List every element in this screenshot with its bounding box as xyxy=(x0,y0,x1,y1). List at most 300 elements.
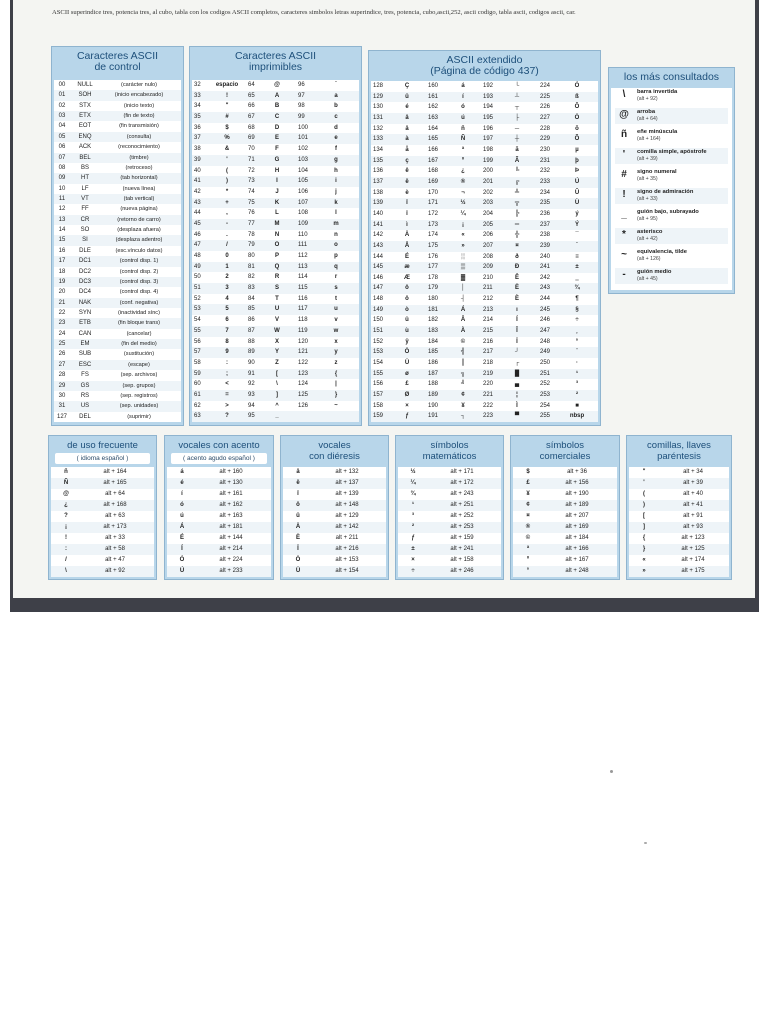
control-code: 18 xyxy=(58,268,66,275)
extended-code: 141 xyxy=(373,221,384,228)
printable-char: _ xyxy=(275,413,279,420)
extended-code: 182 xyxy=(428,317,439,324)
small-table-char: ) xyxy=(643,502,645,508)
printable-char: 5 xyxy=(225,306,229,313)
extended-char: Þ xyxy=(574,168,579,175)
control-desc: (fin de texto) xyxy=(123,113,155,120)
extended-title-line1: ASCII extendido xyxy=(446,54,523,66)
printable-code: 43 xyxy=(194,199,201,206)
small-table-char: / xyxy=(65,557,67,563)
table-row xyxy=(192,411,359,422)
control-desc: (consulta) xyxy=(126,133,152,140)
consulted-symbol: * xyxy=(622,229,626,240)
extended-code: 203 xyxy=(483,200,494,207)
extended-code: 138 xyxy=(373,189,384,196)
table-row xyxy=(513,511,617,522)
small-table-code: alt + 33 xyxy=(105,535,125,541)
extended-code: 151 xyxy=(373,328,384,335)
printable-char: espacio xyxy=(215,82,239,88)
small-table-char: ¡ xyxy=(65,524,67,530)
printable-code: 36 xyxy=(194,124,201,131)
table-row xyxy=(629,511,729,522)
extended-char: · xyxy=(576,360,578,367)
small-table-code: alt + 164 xyxy=(103,469,127,475)
printable-rows xyxy=(192,80,359,422)
table-row xyxy=(167,500,271,511)
printable-char: c xyxy=(334,114,338,121)
extended-code: 254 xyxy=(540,402,551,409)
extended-char: ┘ xyxy=(514,349,520,356)
extended-char: û xyxy=(405,317,409,324)
small-table-code: alt + 248 xyxy=(565,568,589,574)
extended-char: Û xyxy=(574,189,580,196)
extended-code: 238 xyxy=(540,232,551,239)
printable-code: 92 xyxy=(248,381,255,388)
table-row xyxy=(192,294,359,305)
extended-code: 255 xyxy=(540,413,551,420)
printable-char: @ xyxy=(274,82,280,88)
extended-char: Å xyxy=(404,242,410,249)
control-code: 23 xyxy=(58,320,66,327)
small-table-char: Ó xyxy=(179,557,185,563)
extended-code: 241 xyxy=(540,264,551,271)
printable-char: R xyxy=(274,274,280,281)
control-abbr: LF xyxy=(81,185,89,192)
extended-char: ã xyxy=(515,146,519,153)
printable-title-line1: Caracteres ASCII xyxy=(234,50,317,62)
printable-char: S xyxy=(274,285,279,292)
control-desc: (sep. grupos) xyxy=(122,382,156,389)
printable-char: r xyxy=(334,274,338,281)
extended-code: 205 xyxy=(483,221,494,228)
control-code: 13 xyxy=(58,216,66,223)
table-row xyxy=(398,489,501,500)
control-desc: (reconocimiento) xyxy=(118,144,160,151)
small-table-code: alt + 224 xyxy=(219,557,243,563)
extended-code: 220 xyxy=(483,381,494,388)
table-row xyxy=(371,177,598,188)
extended-code: 232 xyxy=(540,168,551,175)
control-code: 30 xyxy=(58,392,66,399)
printable-char: m xyxy=(333,220,339,227)
table-row xyxy=(398,511,501,522)
extended-code: 186 xyxy=(428,360,439,367)
extended-code: 210 xyxy=(483,274,494,281)
table-row xyxy=(54,298,181,308)
extended-code: 130 xyxy=(373,104,384,111)
printable-code: 77 xyxy=(248,220,255,227)
extended-code: 146 xyxy=(373,274,384,281)
printable-char: } xyxy=(334,391,338,398)
printable-code: 94 xyxy=(248,402,255,409)
printable-char: o xyxy=(334,242,338,249)
control-code: 03 xyxy=(58,113,66,120)
consulted-symbol: _ xyxy=(621,209,627,220)
small-table-char: Ñ xyxy=(63,480,69,486)
extended-code: 179 xyxy=(428,285,439,292)
small-table-code: alt + 216 xyxy=(335,546,359,552)
small-table-char: ÷ xyxy=(411,568,415,574)
extended-code: 199 xyxy=(483,157,494,164)
printable-char: f xyxy=(335,146,337,153)
extended-code: 243 xyxy=(540,285,551,292)
control-desc: (carácter nulo) xyxy=(120,82,158,88)
small-table-code: alt + 189 xyxy=(565,502,589,508)
printable-code: 66 xyxy=(248,103,255,110)
small-table-char: \ xyxy=(65,568,67,574)
small-table-code: alt + 129 xyxy=(335,513,359,519)
extended-code: 150 xyxy=(373,317,384,324)
control-abbr: EOT xyxy=(78,123,92,130)
table-row xyxy=(54,412,181,422)
control-abbr: EM xyxy=(80,341,90,348)
consulted-symbol: @ xyxy=(619,109,629,120)
table-row xyxy=(51,555,154,566)
control-desc: (suprimir) xyxy=(127,413,151,420)
printable-char: J xyxy=(275,188,279,195)
control-code: 28 xyxy=(58,372,66,379)
extended-char: ó xyxy=(461,104,465,111)
printable-code: 84 xyxy=(248,295,255,302)
extended-code: 200 xyxy=(483,168,494,175)
small-table-code: alt + 165 xyxy=(103,480,127,486)
extended-char: ┐ xyxy=(460,413,466,420)
extended-code: 139 xyxy=(373,200,384,207)
table-row xyxy=(371,113,598,124)
extended-char: Î xyxy=(516,328,518,335)
consulted-item xyxy=(615,88,728,104)
extended-char: ƒ xyxy=(405,413,409,420)
small-table-char: ¼ xyxy=(410,480,416,486)
control-code: 29 xyxy=(58,382,66,389)
table-row xyxy=(54,225,181,235)
extended-code: 204 xyxy=(483,210,494,217)
control-code: 22 xyxy=(58,310,66,316)
table-row xyxy=(54,256,181,266)
extended-code: 164 xyxy=(428,125,439,132)
extended-char: ¢ xyxy=(461,392,465,399)
table-row xyxy=(51,566,154,577)
small-table-char: £ xyxy=(526,480,530,486)
printable-char: K xyxy=(274,199,280,206)
table-row xyxy=(513,555,617,566)
printable-char: n xyxy=(334,231,338,238)
consulted-name: comilla simple, apóstrofe xyxy=(637,149,707,155)
control-abbr: BEL xyxy=(79,154,91,161)
printable-char: k xyxy=(334,199,338,206)
extended-code: 216 xyxy=(483,338,494,345)
extended-char: Ú xyxy=(574,178,580,185)
table-row xyxy=(283,544,386,555)
extended-code: 171 xyxy=(428,200,439,207)
small-table-code: alt + 211 xyxy=(335,535,359,541)
table-row xyxy=(398,544,501,555)
printable-code: 49 xyxy=(194,263,201,270)
extended-char: § xyxy=(575,306,579,313)
table-row xyxy=(371,411,598,422)
extended-code: 190 xyxy=(428,402,439,409)
printable-code: 122 xyxy=(298,359,309,366)
extended-code: 187 xyxy=(428,370,439,377)
printable-code: 58 xyxy=(194,359,201,366)
table-row xyxy=(371,369,598,380)
small-table-title: símbolos xyxy=(430,440,469,451)
printable-code: 103 xyxy=(298,156,309,163)
extended-char: È xyxy=(514,296,519,303)
extended-code: 128 xyxy=(373,83,384,89)
extended-char: ┤ xyxy=(460,296,466,303)
table-row xyxy=(54,184,181,194)
extended-code: 198 xyxy=(483,146,494,153)
control-code: 11 xyxy=(58,196,66,202)
printable-code: 56 xyxy=(194,338,201,345)
small-table-code: alt + 39 xyxy=(683,480,703,486)
printable-code: 121 xyxy=(298,349,309,356)
table-row xyxy=(54,215,181,225)
control-abbr: DC4 xyxy=(78,289,91,296)
printable-char: ) xyxy=(226,178,228,185)
control-code: 26 xyxy=(58,351,66,358)
printable-code: 72 xyxy=(248,167,255,174)
extended-char: õ xyxy=(575,125,579,132)
table-row xyxy=(629,489,729,500)
extended-char: å xyxy=(405,146,409,153)
small-table-title: vocales con acento xyxy=(178,440,260,451)
printable-characters-table xyxy=(189,46,362,426)
extended-code: 145 xyxy=(373,264,384,271)
extended-code: 148 xyxy=(373,296,384,303)
extended-char: Ù xyxy=(574,200,580,207)
printable-code: 100 xyxy=(298,124,309,131)
small-table xyxy=(510,435,620,580)
extended-char: ╦ xyxy=(514,200,520,207)
printable-char: N xyxy=(274,231,280,238)
small-table-char: $ xyxy=(526,469,530,475)
small-table-code: alt + 160 xyxy=(219,469,243,475)
small-table-code: alt + 172 xyxy=(450,480,474,486)
small-table-code: alt + 125 xyxy=(681,546,705,552)
printable-code: 87 xyxy=(248,327,255,334)
control-abbr: DC3 xyxy=(78,278,91,285)
extended-char: Â xyxy=(460,317,466,324)
control-abbr: ETX xyxy=(79,113,91,120)
printable-code: 32 xyxy=(194,82,201,88)
extended-code: 211 xyxy=(483,285,493,292)
consulted-symbol: # xyxy=(621,169,627,180)
control-desc: (inactividad sínc) xyxy=(118,310,160,316)
small-table-char: ó xyxy=(180,502,184,508)
extended-code: 237 xyxy=(540,221,551,228)
printable-code: 40 xyxy=(194,167,201,174)
printable-code: 70 xyxy=(248,146,255,153)
printable-char: ? xyxy=(225,413,229,420)
extended-char: Ô xyxy=(574,104,580,111)
printable-char: V xyxy=(274,317,279,324)
printable-code: 90 xyxy=(248,359,255,366)
control-abbr: SO xyxy=(80,227,90,234)
table-row xyxy=(192,369,359,380)
control-abbr: CAN xyxy=(78,330,92,337)
printable-code: 50 xyxy=(194,274,201,281)
control-abbr: VT xyxy=(81,196,89,202)
control-desc: (sep. archivos) xyxy=(120,372,158,379)
extended-char: ß xyxy=(575,93,579,100)
small-table-code: alt + 243 xyxy=(450,491,474,497)
small-table-code: alt + 92 xyxy=(105,568,125,574)
printable-char: p xyxy=(334,253,338,259)
table-row xyxy=(371,273,598,284)
table-row xyxy=(371,124,598,135)
printable-char: X xyxy=(274,338,279,345)
table-row xyxy=(283,566,386,577)
table-row xyxy=(54,163,181,173)
extended-code: 165 xyxy=(428,136,439,143)
printable-char: b xyxy=(334,103,338,110)
table-row xyxy=(513,500,617,511)
printable-char: 0 xyxy=(225,253,229,259)
extended-char: ╣ xyxy=(460,349,466,356)
extended-char: ¤ xyxy=(515,242,519,249)
consulted-item xyxy=(615,208,728,224)
extended-rows xyxy=(371,81,598,422)
table-row xyxy=(54,339,181,349)
printable-char: 3 xyxy=(225,285,229,292)
small-table-char: É xyxy=(179,535,184,541)
printable-code: 89 xyxy=(248,349,255,356)
printable-char: T xyxy=(275,295,279,302)
table-row xyxy=(629,555,729,566)
table-row xyxy=(51,511,154,522)
small-table-char: í xyxy=(181,491,183,497)
printable-code: 35 xyxy=(194,114,201,121)
extended-char: Í xyxy=(516,317,518,324)
extended-code: 217 xyxy=(483,349,494,356)
table-row xyxy=(371,347,598,358)
small-table-code: alt + 246 xyxy=(450,568,474,574)
extended-code: 178 xyxy=(428,274,439,281)
extended-code: 136 xyxy=(373,168,384,175)
printable-code: 126 xyxy=(298,402,309,409)
table-row xyxy=(371,81,598,92)
table-row xyxy=(398,522,501,533)
printable-char: P xyxy=(274,253,279,259)
small-table-char: } xyxy=(642,546,646,552)
table-row xyxy=(371,283,598,294)
printable-code: 96 xyxy=(298,82,305,88)
printable-code: 52 xyxy=(194,295,201,302)
printable-code: 34 xyxy=(194,103,201,110)
printable-char: e xyxy=(334,135,338,142)
printable-char: : xyxy=(226,359,228,366)
small-table-code: alt + 163 xyxy=(219,513,243,519)
control-abbr: NULL xyxy=(77,82,93,88)
extended-char: ║ xyxy=(460,360,466,367)
control-code: 27 xyxy=(58,361,66,368)
small-table-char: Ë xyxy=(295,535,300,541)
table-row xyxy=(283,467,386,478)
control-code: 05 xyxy=(58,133,66,140)
printable-code: 60 xyxy=(194,381,201,388)
control-abbr: FS xyxy=(81,372,89,379)
extended-code: 194 xyxy=(483,104,494,111)
extended-code: 175 xyxy=(428,242,439,249)
extended-code: 226 xyxy=(540,104,551,111)
extended-char: ¥ xyxy=(461,402,465,409)
extended-char: ä xyxy=(405,125,409,132)
small-table-char: ƒ xyxy=(411,535,415,541)
extended-char: Ø xyxy=(404,392,410,399)
table-row xyxy=(54,194,181,204)
table-row xyxy=(371,252,598,263)
printable-code: 79 xyxy=(248,242,255,249)
table-row xyxy=(371,145,598,156)
extended-char: ¬ xyxy=(461,189,465,196)
extended-code: 195 xyxy=(483,114,494,121)
table-row xyxy=(192,347,359,358)
extended-char: ╠ xyxy=(514,210,520,217)
consulted-name: signo numeral xyxy=(637,169,677,175)
printable-code: 69 xyxy=(248,135,255,142)
control-desc: (retroceso) xyxy=(125,164,153,171)
extended-code: 212 xyxy=(483,296,494,303)
extended-char: ê xyxy=(405,168,409,175)
printable-char: g xyxy=(334,156,338,163)
printable-code: 98 xyxy=(298,103,305,110)
small-table-code: alt + 148 xyxy=(335,502,359,508)
table-row xyxy=(371,401,598,412)
control-code: 15 xyxy=(58,237,66,244)
table-row xyxy=(167,522,271,533)
extended-code: 233 xyxy=(540,178,551,185)
control-code: 09 xyxy=(58,175,66,182)
small-table-rows xyxy=(513,467,617,577)
control-abbr: FF xyxy=(81,206,89,213)
consulted-code: (alt + 39) xyxy=(637,156,658,162)
extended-code: 167 xyxy=(428,157,439,164)
extended-char: ò xyxy=(405,306,409,313)
extended-code: 231 xyxy=(540,157,551,164)
printable-code: 115 xyxy=(298,285,308,292)
extended-char: î xyxy=(406,210,408,217)
extended-char: Ç xyxy=(404,83,410,89)
table-row xyxy=(283,500,386,511)
extended-code: 249 xyxy=(540,349,551,356)
printable-code: 78 xyxy=(248,231,255,238)
printable-code: 105 xyxy=(298,178,309,185)
consulted-title: los más consultados xyxy=(623,71,720,83)
table-row xyxy=(371,358,598,369)
table-row xyxy=(54,267,181,277)
small-table-char: ² xyxy=(412,524,414,530)
control-desc: (control disp. 1) xyxy=(119,258,159,265)
printable-code: 107 xyxy=(298,199,309,206)
extended-char: ─ xyxy=(514,125,520,132)
table-row xyxy=(51,489,154,500)
extended-code: 234 xyxy=(540,189,551,196)
printable-code: 114 xyxy=(298,274,308,281)
extended-char: ì xyxy=(406,221,408,228)
extended-char: ë xyxy=(405,178,409,185)
table-row xyxy=(398,467,501,478)
extended-char: Ó xyxy=(574,83,580,89)
small-table-code: alt + 154 xyxy=(335,568,359,574)
table-row xyxy=(371,315,598,326)
control-title-line1: Caracteres ASCII xyxy=(76,50,159,62)
small-table-char: @ xyxy=(63,491,69,497)
table-row xyxy=(629,467,729,478)
table-row xyxy=(54,153,181,163)
small-table-char: ï xyxy=(297,491,299,497)
